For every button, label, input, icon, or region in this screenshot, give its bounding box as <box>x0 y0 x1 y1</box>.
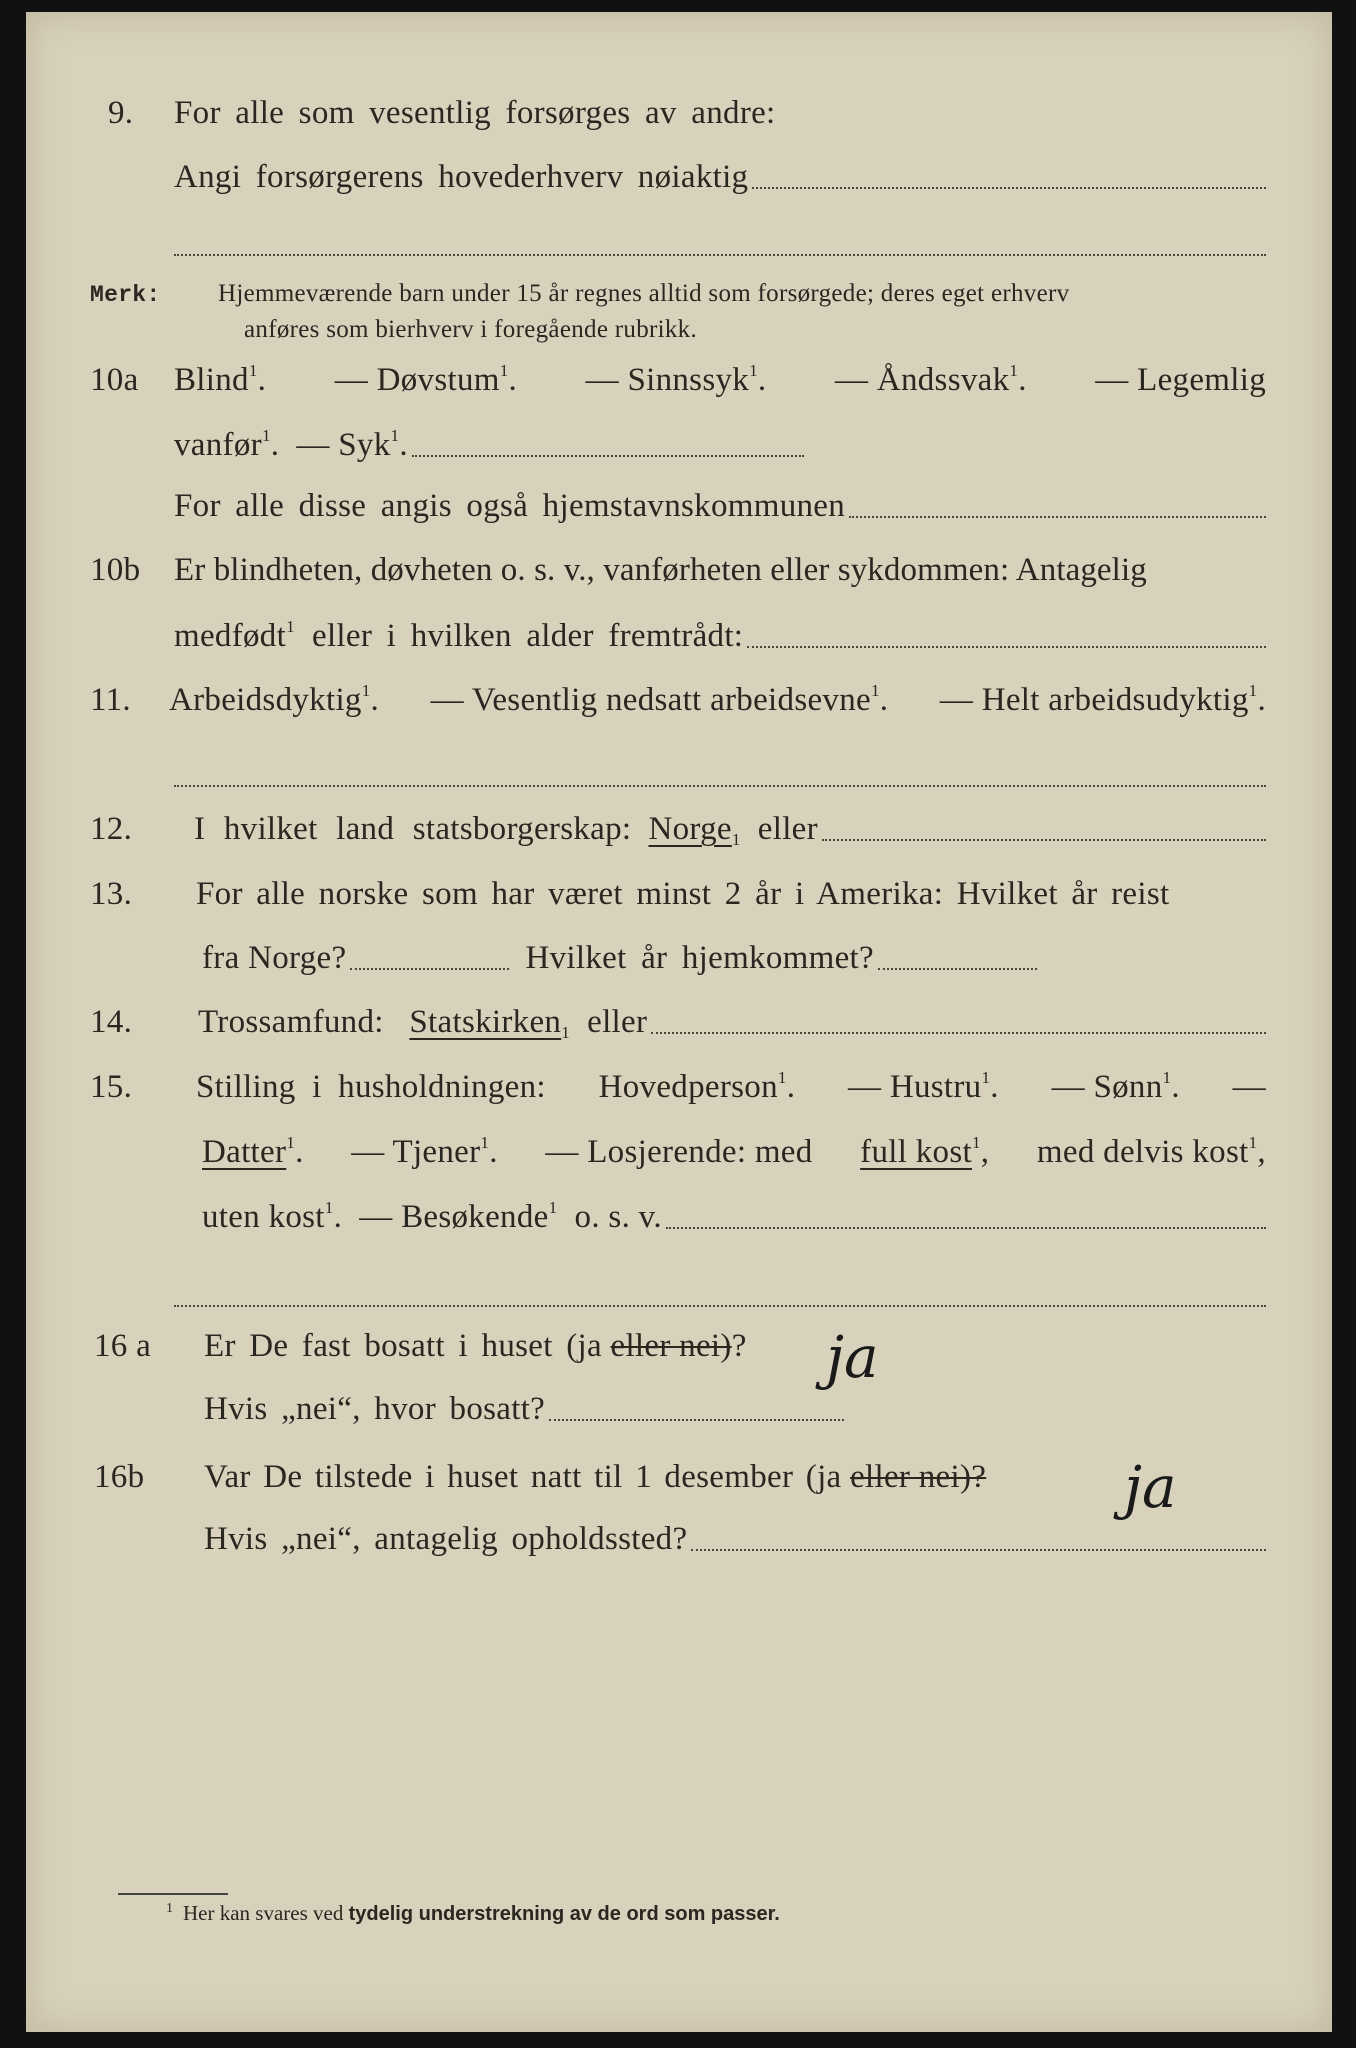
option-delvis-kost[interactable]: med delvis kost$^1$, <box>1036 1133 1266 1170</box>
option-full-kost[interactable]: full kost$^1$, <box>860 1133 990 1170</box>
answer-field[interactable] <box>849 516 1266 518</box>
answer-field[interactable] <box>747 646 1266 648</box>
option-arbeidsdyktig[interactable]: Arbeidsdyktig$^1$. <box>169 681 380 718</box>
q16a-line1: 16 a Er De fast bosatt i huset (ja eller nei) ? <box>94 1328 747 1364</box>
q16b-text2: Hvis „nei“, antagelig opholdssted? <box>204 1521 688 1557</box>
option-blind[interactable]: Blind$^1$. <box>174 361 267 398</box>
q15-line1 <box>26 1066 1332 1110</box>
answer-field-hjemkommet[interactable] <box>878 968 1037 970</box>
q9-text2: Angi forsørgerens hovederhverv nøiaktig <box>174 159 749 195</box>
q9-line2 <box>26 156 1332 200</box>
q15-line3 <box>26 1196 1332 1240</box>
q12-number: 12. <box>90 811 133 847</box>
q10a-line3 <box>26 485 1332 529</box>
q10b-text: Er blindheten, døvheten o. s. v., vanførheten eller sykdommen: Antagelig <box>174 552 1147 588</box>
option-sonn[interactable]: — Sønn$^1$. <box>1051 1068 1180 1105</box>
answer-field[interactable] <box>752 187 1266 189</box>
option-tjener[interactable]: — Tjener$^1$. <box>351 1133 498 1170</box>
q16b-line2 <box>26 1518 1332 1562</box>
struck-eller-nei: eller nei) <box>610 1328 732 1364</box>
answer-field[interactable] <box>549 1419 844 1421</box>
merk-line2 <box>26 304 1332 348</box>
q13-line1 <box>26 873 1332 917</box>
q15-number: 15. <box>90 1069 133 1105</box>
merk-text: Hjemmeværende barn under 15 år regnes alltid som forsørgede; deres eget erhverv <box>218 280 1070 307</box>
option-medfodt[interactable]: medfødt$^1$ <box>174 617 295 654</box>
q10a-line2 <box>26 424 1332 468</box>
q16a-text: Er De fast bosatt i huset (ja <box>204 1328 602 1364</box>
answer-field-dotted[interactable] <box>174 1305 1266 1307</box>
q12-line: 12. I hvilket land statsborgerskap: Norge $_1$ eller <box>26 808 1332 852</box>
q10b-line2 <box>26 615 1332 659</box>
handwritten-answer-16a[interactable]: ja <box>826 1323 879 1391</box>
census-form-page <box>26 12 1332 2032</box>
option-legemlig[interactable]: — Legemlig <box>1095 362 1266 398</box>
option-andssvak[interactable]: — Åndssvak$^1$. <box>834 361 1027 398</box>
q13-text2b: Hvilket år hjemkommet? <box>525 940 874 976</box>
answer-field[interactable] <box>822 839 1266 841</box>
option-sinnssyk[interactable]: — Sinnssyk$^1$. <box>585 361 767 398</box>
q10b-number: 10b <box>90 552 141 588</box>
answer-field-reist[interactable] <box>350 968 509 970</box>
q14-eller: eller <box>587 1004 648 1040</box>
q16a-line2 <box>26 1388 1332 1432</box>
answer-field-dotted[interactable] <box>174 254 1266 256</box>
option-uten-kost[interactable]: uten kost$^1$. <box>202 1198 360 1235</box>
dash: — <box>1232 1069 1266 1105</box>
q13-number: 13. <box>90 876 133 912</box>
q10a-line1 <box>26 359 1332 403</box>
q16b-number: 16b <box>94 1459 145 1495</box>
option-dovstum[interactable]: — Døvstum$^1$. <box>334 361 518 398</box>
q16a-text2: Hvis „nei“, hvor bosatt? <box>204 1391 546 1427</box>
merk-text2: anføres som bierhverv i foregående rubrikk. <box>244 316 698 343</box>
option-vanfor[interactable]: vanfør$^1$. <box>174 426 297 463</box>
q9-line1 <box>26 92 1332 136</box>
footnote: $^1$ Her kan svares ved tydelig understrekning av de ord som passer. <box>166 1901 780 1925</box>
q10a-text3: For alle disse angis også hjemstavnskommunen <box>174 488 846 524</box>
option-hovedperson[interactable]: Hovedperson$^1$. <box>598 1068 796 1105</box>
option-udyktig[interactable]: — Helt arbeidsudyktig$^1$. <box>939 681 1266 718</box>
option-hustru[interactable]: — Hustru$^1$. <box>848 1068 999 1105</box>
q10b-text2: eller i hvilken alder fremtrådt: <box>312 618 744 654</box>
option-norge[interactable]: Norge <box>648 811 732 847</box>
q15-line2 <box>26 1131 1332 1175</box>
option-datter[interactable]: Datter$^1$. <box>202 1133 304 1170</box>
q13-text2a: fra Norge? <box>202 940 347 976</box>
footnote-rule <box>118 1893 228 1895</box>
option-statskirken[interactable]: Statskirken <box>409 1004 562 1040</box>
q12-text: I hvilket land statsborgerskap: <box>194 811 632 847</box>
option-besokende[interactable]: — Besøkende$^1$ <box>359 1198 558 1235</box>
q10b-line1 <box>26 549 1332 593</box>
q9-number: 9. <box>108 95 134 131</box>
q13-line2 <box>26 937 1332 981</box>
struck-eller-nei: eller nei)? <box>850 1459 987 1495</box>
answer-field-dotted[interactable] <box>174 785 1266 787</box>
q16a-number: 16 a <box>94 1328 152 1364</box>
q15-text: Stilling i husholdningen: <box>196 1069 546 1105</box>
q11-number: 11. <box>90 682 131 718</box>
answer-field[interactable] <box>691 1549 1266 1551</box>
q12-eller: eller <box>757 811 818 847</box>
q9-text: For alle som vesentlig forsørges av andre: <box>174 95 776 131</box>
q14-line: 14. Trossamfund: Statskirken $_1$ eller <box>26 1001 1332 1045</box>
answer-field[interactable] <box>412 455 804 457</box>
q15-losjerende: — Losjerende: med <box>545 1134 813 1170</box>
q16b-text: Var De tilstede i huset natt til 1 desember (ja <box>204 1459 842 1495</box>
handwritten-answer-16b[interactable]: ja <box>1124 1453 1177 1521</box>
q13-text: For alle norske som har været minst 2 år i Amerika: Hvilket år reist <box>196 876 1170 912</box>
q11-line <box>26 679 1332 723</box>
q14-text: Trossamfund: <box>198 1004 384 1040</box>
option-syk[interactable]: — Syk$^1$. <box>296 426 408 463</box>
q14-number: 14. <box>90 1004 133 1040</box>
merk-label: Merk: <box>90 282 161 308</box>
q15-osv: o. s. v. <box>574 1199 662 1235</box>
q10a-number: 10a <box>90 362 139 398</box>
answer-field[interactable] <box>666 1227 1266 1229</box>
answer-field[interactable] <box>651 1032 1266 1034</box>
option-nedsatt[interactable]: — Vesentlig nedsatt arbeidsevne$^1$. <box>430 681 889 718</box>
